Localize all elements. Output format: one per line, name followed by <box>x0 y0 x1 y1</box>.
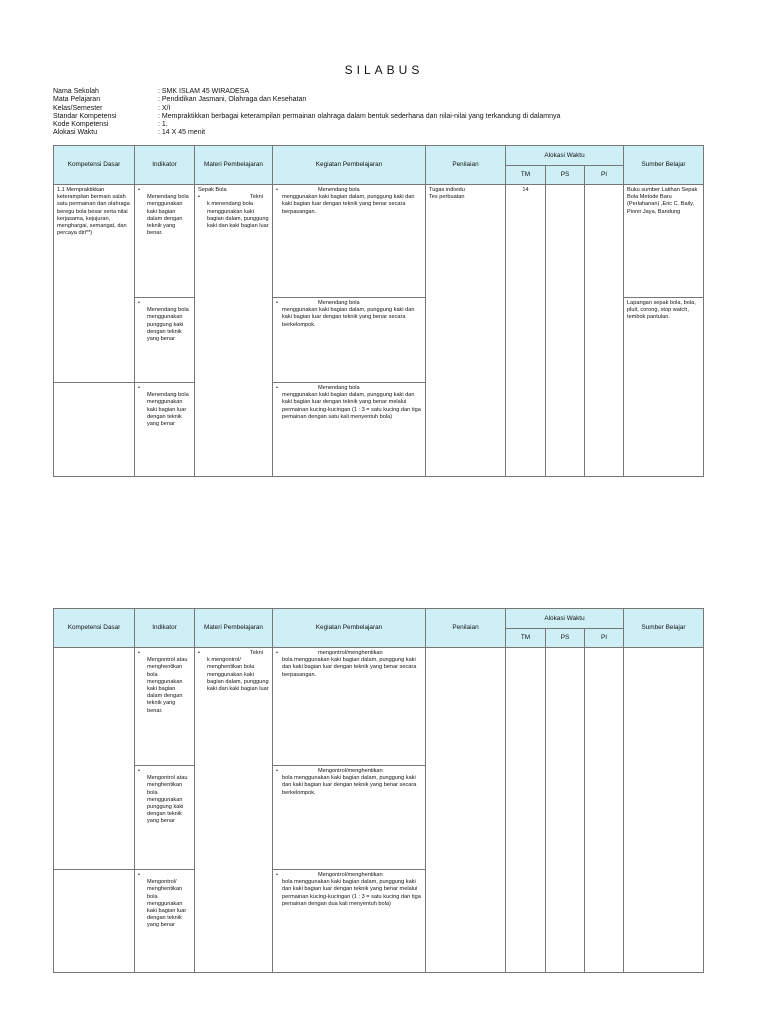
meta-label: Kode Kompetensi <box>53 121 109 129</box>
page-title: SILABUS <box>344 63 424 77</box>
indikator-cell <box>135 870 195 973</box>
kegiatan-head: Mengontrol/menghentikan <box>317 768 383 774</box>
header-sumber: Sumber Belajar <box>624 609 704 648</box>
kegiatan-cell <box>273 766 426 870</box>
indikator-text: Mengontrol atau menghentikan bola menggunakan punggung kaki dengan teknik yang benar <box>147 775 188 825</box>
header-tm: TM <box>506 166 546 185</box>
meta-label: Standar Kompetensi <box>53 112 117 120</box>
meta-row-standard <box>53 113 560 121</box>
sumber-text: Lapangan sepak bola, bola, pluit, corong, stop watch, tembok pantulan. <box>627 300 696 321</box>
header-kd: Kompetensi Dasar <box>54 609 135 648</box>
indikator-text: Menendang bola menggunakan punggung kaki dengan teknik yang benar <box>147 307 189 343</box>
meta-label: Mata Pelajaran <box>53 96 101 104</box>
header-kegiatan: Kegiatan Pembelajaran <box>273 146 426 185</box>
bullet: • <box>198 194 200 201</box>
bullet: • <box>138 768 140 774</box>
bullet: • <box>276 872 278 878</box>
bullet: • <box>276 385 278 391</box>
kegiatan-head: Menendang bola <box>317 385 360 391</box>
bullet: • <box>138 187 140 193</box>
indikator-text: Mengontrol/ menghentikan bola menggunakan kaki bagian luar dengan teknik yang benar <box>147 879 187 929</box>
kegiatan-cell <box>273 870 426 973</box>
meta-value: : 14 X 45 menit <box>158 129 206 137</box>
meta-row-class <box>53 105 560 113</box>
materi-text: k mengontrol/ menghentikan bola menggunakan kaki bagian dalam, punggung kaki dan kaki bagian luar <box>207 657 269 693</box>
kegiatan-cell <box>273 298 426 383</box>
bullet: • <box>138 385 140 391</box>
indikator-text: Mengontrol atau menghentikan bola menggunakan kaki bagian dalam dengan teknik yang benar. <box>147 657 188 714</box>
meta-row-subject <box>53 96 560 104</box>
meta-value: : X/I <box>158 104 171 112</box>
meta-value: : Pendidikan Jasmani, Olahraga dan Kesehatan <box>158 96 307 104</box>
pi-cell <box>585 648 624 973</box>
meta-value: : 1. <box>158 121 168 129</box>
materi-head: Tekni <box>249 194 263 201</box>
bullet: • <box>276 300 278 306</box>
header-indikator: Indikator <box>135 146 195 185</box>
kegiatan-cell <box>273 185 426 298</box>
kegiatan-text: menggunakan kaki bagian dalam, punggung kaki dan kaki bagian luar dengan teknik yang benar melalui permainan kucing-kucingan (1 : 3 = satu kucing dan tiga pemainan dengan satu kali menyentuh bola) <box>282 392 421 420</box>
materi-cell <box>195 648 273 973</box>
kegiatan-text: menggunakan kaki bagian dalam, punggung kaki dan kaki bagian luar dengan teknik yang benar secara berpasangan. <box>282 194 415 215</box>
pi-cell <box>585 185 624 477</box>
materi-title: Sepak Bola <box>198 187 227 193</box>
meta-value: : Mempraktikkan berbagai keterampilan permainan olahraga dalam bentuk sederhana dan nilai-nilai yang terkandung di dalamnya <box>158 112 561 120</box>
tm-cell <box>506 648 546 973</box>
kegiatan-text: menggunakan kaki bagian dalam, punggung kaki dan kaki bagian luar dengan teknik yang benar secara berkelompok. <box>282 307 415 328</box>
header-alokasi: Alokasi Waktu <box>506 609 624 629</box>
meta-label: Kelas/Semester <box>53 104 103 112</box>
kd-empty-cell <box>54 383 135 477</box>
indikator-cell <box>135 383 195 477</box>
kegiatan-text: bola menggunakan kaki bagian dalam, punggung kaki dan kaki bagian luar dengan teknik yang benar melalui permainan kucing-kucingan (1 : 3 = satu kucing dan tiga pemainan dengan dua kali menyentuh bola) <box>282 879 421 907</box>
header-penilaian: Penilaian <box>426 146 506 185</box>
penilaian-cell <box>426 648 506 973</box>
ps-cell <box>546 648 585 973</box>
sumber-cell <box>624 185 704 298</box>
kegiatan-head: Menendang bola <box>317 187 360 193</box>
header-kegiatan: Kegiatan Pembelajaran <box>273 609 426 648</box>
header-materi: Materi Pembelajaran <box>195 609 273 648</box>
indikator-text: Menendang bola menggunakan kaki bagian luar dengan teknik yang benar <box>147 392 189 428</box>
penilaian-cell <box>426 185 506 477</box>
header-pi: PI <box>585 629 624 648</box>
document-meta <box>53 88 560 138</box>
sumber-cell <box>624 298 704 477</box>
indikator-cell <box>135 298 195 383</box>
kd-cell <box>54 648 135 870</box>
kd-empty-cell <box>54 870 135 973</box>
materi-cell <box>195 185 273 477</box>
bullet: • <box>198 650 200 656</box>
indikator-text: Menendang bola menggunakan kaki bagian dalam dengan teknik yang benar. <box>147 194 189 237</box>
header-penilaian: Penilaian <box>426 609 506 648</box>
bullet: • <box>276 650 278 656</box>
header-sumber: Sumber Belajar <box>624 146 704 185</box>
header-ps: PS <box>546 629 585 648</box>
kd-text: 1.1 Mempraktikkan keterampilan bermain salah satu permainan dan olahraga beregu bola besar serta nilai kerjasama, kejujuran, menghargai, semangat, dan percaya diri**) <box>57 187 130 237</box>
kegiatan-head: mengontrol/menghentikan <box>317 650 383 656</box>
meta-row-time <box>53 129 560 137</box>
bullet: • <box>138 300 140 306</box>
sumber-cell <box>624 648 704 973</box>
meta-row-school <box>53 88 560 96</box>
indikator-cell <box>135 185 195 298</box>
bullet: • <box>138 650 140 656</box>
kegiatan-text: bola menggunakan kaki bagian dalam, punggung kaki dan kaki bagian luar dengan teknik yang benar secara berkelompok. <box>282 775 417 796</box>
header-kd: Kompetensi Dasar <box>54 146 135 185</box>
kegiatan-text: bola menggunakan kaki bagian dalam, punggung kaki dan kaki bagian luar dengan teknik yang benar secara berpasangan. <box>282 657 417 678</box>
header-ps: PS <box>546 166 585 185</box>
meta-row-code <box>53 121 560 129</box>
syllabus-table-1 <box>53 145 704 477</box>
penilaian-text: Tugas individu Tes perbuatan <box>429 187 465 201</box>
kegiatan-head: Mengontrol/menghentikan <box>317 872 383 878</box>
header-tm: TM <box>506 629 546 648</box>
meta-value: : SMK ISLAM 45 WIRADESA <box>158 88 250 95</box>
bullet: • <box>276 768 278 774</box>
kegiatan-cell <box>273 648 426 766</box>
tm-value: 14 <box>522 187 529 193</box>
materi-text: k menendang bola menggunakan kaki bagian dalam, punggung kaki dan kaki bagian luar <box>207 201 269 230</box>
sumber-text: Buku sumber Latihan Sepak Bola Metode Baru (Perlahanan) ,Eric C. Baily, Pionir Jaya, Bandung <box>627 187 698 215</box>
bullet: • <box>138 872 140 878</box>
syllabus-table-2 <box>53 608 704 973</box>
header-pi: PI <box>585 166 624 185</box>
tm-cell <box>506 185 546 477</box>
materi-head: Tekni <box>249 650 263 656</box>
indikator-cell <box>135 648 195 766</box>
header-indikator: Indikator <box>135 609 195 648</box>
ps-cell <box>546 185 585 477</box>
bullet: • <box>276 187 278 193</box>
kegiatan-head: Menendang bola <box>317 300 360 306</box>
header-materi: Materi Pembelajaran <box>195 146 273 185</box>
kegiatan-cell <box>273 383 426 477</box>
indikator-cell <box>135 766 195 870</box>
header-alokasi: Alokasi Waktu <box>506 146 624 166</box>
meta-label: Nama Sekolah <box>53 88 99 95</box>
kd-cell <box>54 185 135 383</box>
meta-label: Alokasi Waktu <box>53 129 98 137</box>
